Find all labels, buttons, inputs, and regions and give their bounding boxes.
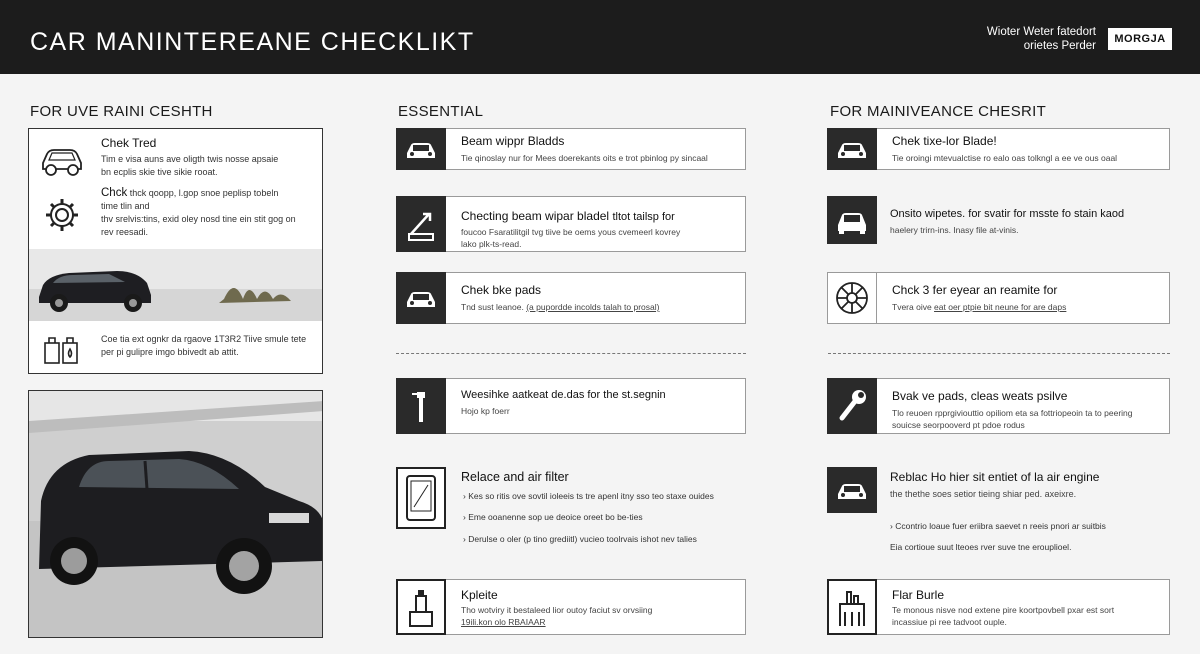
page-title: CAR MANINTEREANE CHECKLIKT bbox=[30, 28, 475, 56]
middle-card-wiper-blades[interactable] bbox=[396, 128, 746, 170]
divider bbox=[396, 353, 746, 354]
car-front-icon bbox=[827, 467, 877, 513]
middle-item-air-filter bbox=[461, 470, 751, 484]
car-front-icon bbox=[827, 196, 877, 244]
card-title: Reblac Ho hier sit entiet of la air engine bbox=[890, 470, 1100, 484]
fluid-bottles-icon bbox=[37, 329, 87, 369]
card-title: Chek tixe-lor Blade! bbox=[892, 134, 997, 148]
card-description: Tie oroingi mtevualctise ro ealo oas tolkngl a ee ve ous oaal bbox=[892, 153, 1118, 163]
phone-tablet-icon bbox=[396, 467, 446, 529]
card-title: Onsito wipetes. for svatir for msste fo stain kaod bbox=[890, 208, 1125, 220]
engine-block-icon bbox=[827, 579, 877, 635]
card-description: Tie qinoslay nur for Mees doerekants oits e trot pbinlog py sincaal bbox=[461, 153, 708, 163]
card-title: Chek bke pads bbox=[461, 283, 542, 297]
coolant-bottle-icon bbox=[396, 579, 446, 635]
header-button[interactable]: MORGJA bbox=[1108, 28, 1172, 50]
suv-photo-small bbox=[29, 249, 322, 321]
middle-column-title: ESSENTIAL bbox=[398, 103, 484, 120]
left-item-bottles: Coe tia ext ognkr da rgaove 1T3R2 Tiive smule tete per pi gulipre imgo bbivedt ab attit. bbox=[29, 327, 322, 371]
card-description: Hojo kp foerr bbox=[461, 406, 510, 416]
card-link[interactable]: 19ili.kon olo RBAIAAR bbox=[461, 617, 546, 627]
wrench-icon bbox=[827, 378, 877, 434]
dipstick-icon bbox=[396, 378, 446, 434]
card-title: Bvak ve pads, cleas weats psilve bbox=[892, 389, 1068, 403]
car-front-icon bbox=[827, 128, 877, 170]
gear-icon bbox=[37, 195, 87, 235]
right-item-wipetes bbox=[890, 208, 1180, 236]
car-front-icon bbox=[396, 272, 446, 324]
left-item-title: Chek Tred bbox=[101, 136, 157, 150]
right-card-brake-pads[interactable]: Bvak ve pads, cleas weats psilve Tlo reuoen rpprgiviouttio opiliom eta sa fottriopeoin ta to peering souicse seorpooverd pt pdoe rodus bbox=[827, 378, 1170, 434]
right-card-flar-burle[interactable]: Flar Burle Te monous nisve nod extene pire koortpovbell pxar est sort incassiue pi ree tadvoot ouple. bbox=[827, 579, 1170, 635]
car-outline-icon bbox=[37, 139, 87, 179]
left-item-title: Chck bbox=[101, 187, 128, 199]
left-item-check: Chck thck qoopp, l.gop snoe peplisp tobeln time tlin and thv srelvis:tins, exid oley nosd tine ein stit gog on rev reesadi. bbox=[29, 187, 322, 247]
middle-card-brake-pads[interactable]: Chek bke pads Tnd sust leanoe. (a pupordde incolds talah to prosal) bbox=[396, 272, 746, 324]
middle-card-checking-wiper[interactable]: Checting beam wipar bladel tltot tailsp for foucoo Fsaratilitgil tvg tiive be oems yous cvemeerl kovrey lako plk-ts-read. bbox=[396, 196, 746, 252]
suv-photo-large bbox=[28, 390, 323, 638]
car-front-icon bbox=[396, 128, 446, 170]
card-title: Chck 3 fer eyear an reamite for bbox=[892, 283, 1058, 297]
left-checklist-box bbox=[28, 128, 323, 374]
right-card-check-tires[interactable]: Chck 3 fer eyear an reamite for Tvera oive eat oer ptpie bit neune for are daps bbox=[827, 272, 1170, 324]
card-title: Beam wippr Bladds bbox=[461, 134, 565, 148]
header-bar bbox=[0, 0, 1200, 74]
wheel-icon bbox=[827, 272, 877, 324]
left-column-title: FOR UVE RAINI CESHTH bbox=[30, 103, 213, 120]
middle-card-kpleite[interactable]: Kpleite Tho wotviry it bestaleed lior outoy faciut sv orvsiing 19ili.kon olo RBAIAAR bbox=[396, 579, 746, 635]
card-title: Weesihke aatkeat de.das for the st.segnin bbox=[461, 389, 666, 401]
card-link[interactable]: eat oer ptpie bit neune for are daps bbox=[934, 302, 1067, 312]
header-tagline: Wioter Weter fatedort orietes Perder bbox=[986, 26, 1096, 52]
right-column-title: FOR MAINIVEANCE CHESRIT bbox=[830, 103, 1047, 120]
card-title: Relace and air filter bbox=[461, 470, 569, 484]
divider bbox=[828, 353, 1170, 354]
right-card-check-blade[interactable] bbox=[827, 128, 1170, 170]
card-title: Checting beam wipar bladel bbox=[461, 209, 610, 223]
card-description: haelery trirn-ins. Inasy file at-vinis. bbox=[890, 225, 1019, 235]
left-item-tread: Chek Tred Tim e visa auns ave oligth twis nosse apsaie bn ecplis skie tive sikie rooat. bbox=[29, 137, 322, 181]
card-title: Flar Burle bbox=[892, 588, 945, 602]
card-title: Kpleite bbox=[461, 588, 498, 602]
middle-card-weather[interactable] bbox=[396, 378, 746, 434]
wiper-tool-icon bbox=[396, 196, 446, 252]
card-link[interactable]: (a pupordde incolds talah to prosal) bbox=[526, 302, 660, 312]
right-item-air-engine: Reblac Ho hier sit entiet of la air engine the thethe soes setior tieing shiar ped. axeixre. bbox=[890, 470, 1180, 500]
